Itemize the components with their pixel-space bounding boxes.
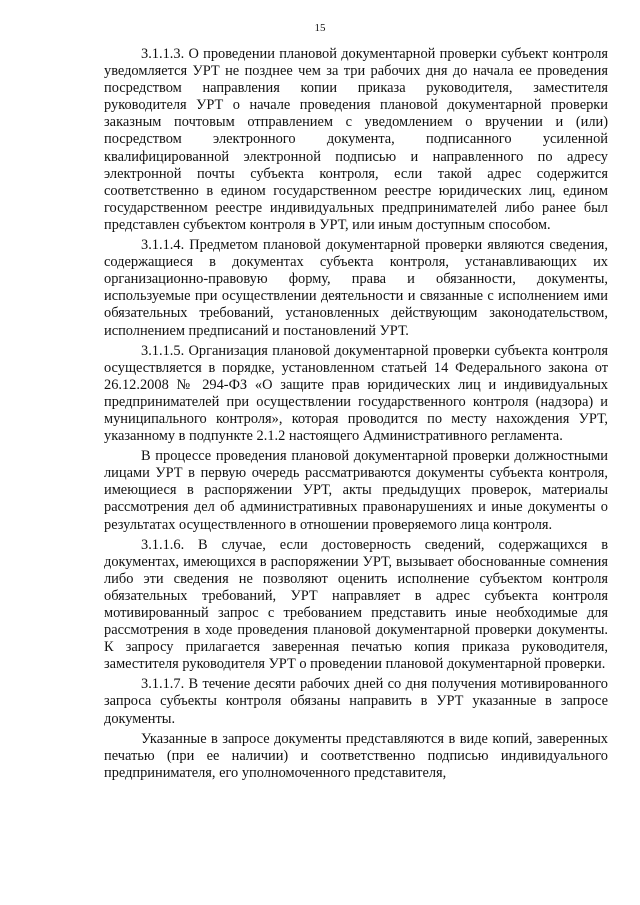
paragraph-review-process: В процессе проведения плановой документарной проверки должностными лицами УРТ в первую очередь рассматриваются документы субъекта контроля, имеющиеся в распоряжении УРТ, акты предыдущих проверок, материалы рассмотрения дел об административных правонарушениях и иные документы о результатах осуществленного в отношении проверяемого лица контроля. xyxy=(104,448,608,533)
page-number: 15 xyxy=(314,22,326,34)
paragraph-3-1-1-5: 3.1.1.5. Организация плановой документарной проверки субъекта контроля осуществляется в порядке, установленном статьей 14 Федерального закона от 26.12.2008 № 294-ФЗ «О защите прав юридических лиц и индивидуальных предпринимателей при осуществлении государственного контроля (надзора) и муниципального контроля», которая проводится по месту нахождения УРТ, указанному в подпункте 2.1.2 настоящего Административного регламента. xyxy=(104,342,608,445)
document-body xyxy=(104,46,608,785)
paragraph-3-1-1-7: 3.1.1.7. В течение десяти рабочих дней со дня получения мотивированного запроса субъекты контроля обязаны направить в УРТ указанные в запросе документы. xyxy=(104,676,608,727)
paragraph-3-1-1-3: 3.1.1.3. О проведении плановой документарной проверки субъект контроля уведомляется УРТ не позднее чем за три рабочих дня до начала ее проведения посредством направления копии приказа руководителя, заместителя руководителя УРТ о начале проведения плановой документарной проверки заказным почтовым отправлением с уведомлением о вручении и (или) посредством электронного документа, подписанного усиленной квалифицированной электронной подписью и направленного по адресу электронной почты субъекта контроля, если такой адрес содержится соответственно в едином государственном реестре юридических лиц, едином государственном реестре индивидуальных предпринимателей либо ранее был представлен субъектом контроля в УРТ, или иным доступным способом. xyxy=(104,46,608,233)
paragraph-3-1-1-6: 3.1.1.6. В случае, если достоверность сведений, содержащихся в документах, имеющихся в распоряжении УРТ, вызывает обоснованные сомнения либо эти сведения не позволяют оценить исполнение субъектом контроля обязательных требований, УРТ направляет в адрес субъекта контроля мотивированный запрос с требованием представить иные необходимые для рассмотрения в ходе проведения плановой документарной проверки документы. К запросу прилагается заверенная печатью копия приказа руководителя, заместителя руководителя УРТ о проведении плановой документарной проверки. xyxy=(104,536,608,673)
paragraph-3-1-1-4: 3.1.1.4. Предметом плановой документарной проверки являются сведения, содержащиеся в документах субъекта контроля, устанавливающих их организационно-правовую форму, права и обязанности, документы, используемые при осуществлении деятельности и связанные с исполнением ими обязательных требований, установленных действующим законодательством, исполнением предписаний и постановлений УРТ. xyxy=(104,237,608,339)
paragraph-document-copies: Указанные в запросе документы представляются в виде копий, заверенных печатью (при ее наличии) и соответственно подписью индивидуального предпринимателя, его уполномоченного представителя, xyxy=(104,730,608,781)
